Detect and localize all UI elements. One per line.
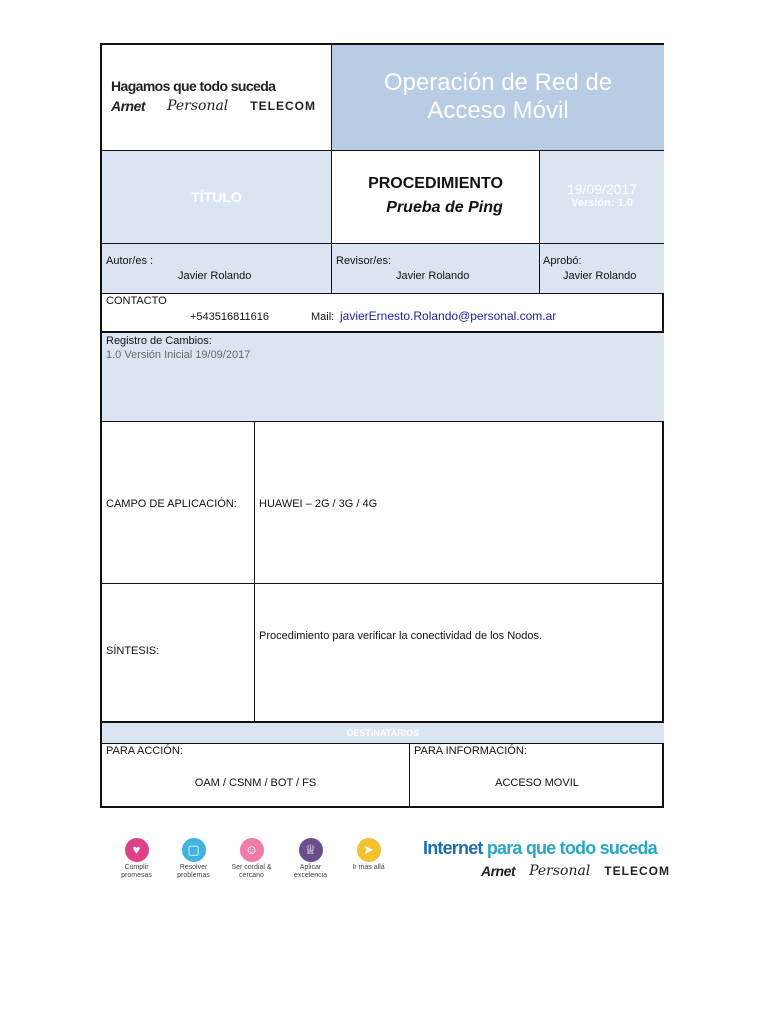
personal-logo: Personal (529, 863, 591, 879)
arnet-logo: Arnet (481, 863, 516, 879)
doc-version: Versión: 1.0 (571, 197, 633, 209)
action-value: OAM / CSNM / BOT / FS (194, 777, 317, 789)
reviewer-value: Javier Rolando (396, 270, 470, 282)
rocket-icon: ➤ (357, 838, 381, 862)
value-cumplir-promesas (109, 835, 164, 885)
procedure-label: PROCEDIMIENTO (368, 175, 503, 192)
crown-icon: ♕ (299, 838, 323, 862)
scope-label: CAMPO DE APLICACIÓN: (106, 498, 237, 510)
synthesis-label-cell (102, 584, 254, 721)
synthesis-value-cell (255, 584, 664, 721)
brand-logos (111, 98, 316, 114)
slogan-internet: Internet (423, 838, 483, 858)
document-form (100, 43, 664, 808)
date-cell (540, 151, 664, 243)
value-ser-cordial (224, 835, 279, 885)
brand-tagline: Hagamos que todo suceda (111, 78, 276, 94)
cube-icon: ▢ (182, 838, 206, 862)
author-label: Autor/es : (106, 255, 154, 267)
value-label: Ser cordial & cercano (231, 864, 272, 879)
scope-value: HUAWEI – 2G / 3G / 4G (259, 498, 378, 510)
handshake-icon: ♥ (125, 838, 149, 862)
approver-label: Aprobó: (543, 255, 582, 267)
value-label: Ir más allá (352, 864, 385, 871)
scope-label-cell (102, 422, 254, 583)
procedure-cell (332, 151, 539, 243)
contact-label: CONTACTO (106, 295, 167, 307)
reviewer-cell (332, 244, 539, 293)
telecom-logo: TELECOM (604, 864, 670, 878)
doc-date: 19/09/2017 (566, 181, 638, 197)
action-label: PARA ACCIÓN: (106, 745, 183, 757)
approver-value: Javier Rolando (563, 270, 637, 282)
scope-value-cell (255, 422, 664, 583)
arnet-logo: Arnet (111, 98, 146, 114)
recipients-title: DESTINATARIOS (346, 728, 420, 738)
slogan-rest: para que todo suceda (486, 838, 657, 858)
info-cell (410, 744, 664, 808)
value-label: Resolver problemas (177, 864, 210, 879)
telecom-logo: TELECOM (250, 99, 316, 113)
titulo-label: TÍTULO (191, 189, 242, 205)
title-banner (332, 45, 664, 150)
changes-entry: 1.0 Versión Inicial 19/09/2017 (106, 349, 251, 361)
titulo-cell (102, 151, 331, 243)
value-ir-mas-alla (341, 835, 396, 885)
footer-brand-logos (481, 863, 670, 879)
contact-email[interactable]: javierErnesto.Rolando@personal.com.ar (340, 309, 557, 323)
approver-cell (540, 244, 664, 293)
changes-label: Registro de Cambios: (106, 335, 212, 347)
synthesis-value: Procedimiento para verificar la conectividad de los Nodos. (259, 630, 543, 642)
value-label: Aplicar excelencia (293, 864, 328, 879)
contact-cell (102, 294, 664, 331)
footer-slogan (423, 838, 657, 859)
author-value: Javier Rolando (178, 270, 252, 282)
title-line-2: Acceso Móvil (427, 97, 569, 124)
brand-block (102, 45, 331, 150)
author-cell (102, 244, 331, 293)
smile-icon: ☺ (240, 838, 264, 862)
value-resolver-problemas (166, 835, 221, 885)
procedure-subtitle: Prueba de Ping (386, 199, 503, 216)
value-aplicar-excelencia (283, 835, 338, 885)
title-line-1: Operación de Red de (383, 69, 613, 96)
reviewer-label: Revisor/es: (336, 255, 392, 267)
personal-logo: Personal (167, 98, 229, 114)
value-label: Cumplir promesas (121, 864, 152, 879)
action-cell (102, 744, 409, 808)
changes-cell (102, 333, 664, 421)
contact-phone: +543516811616 (190, 311, 270, 323)
info-value: ACCESO MOVIL (495, 777, 579, 789)
synthesis-label: SÍNTESIS: (106, 645, 160, 657)
mail-label: Mail: (311, 311, 335, 323)
info-label: PARA INFORMACIÓN: (414, 745, 527, 757)
recipients-header (102, 723, 664, 743)
